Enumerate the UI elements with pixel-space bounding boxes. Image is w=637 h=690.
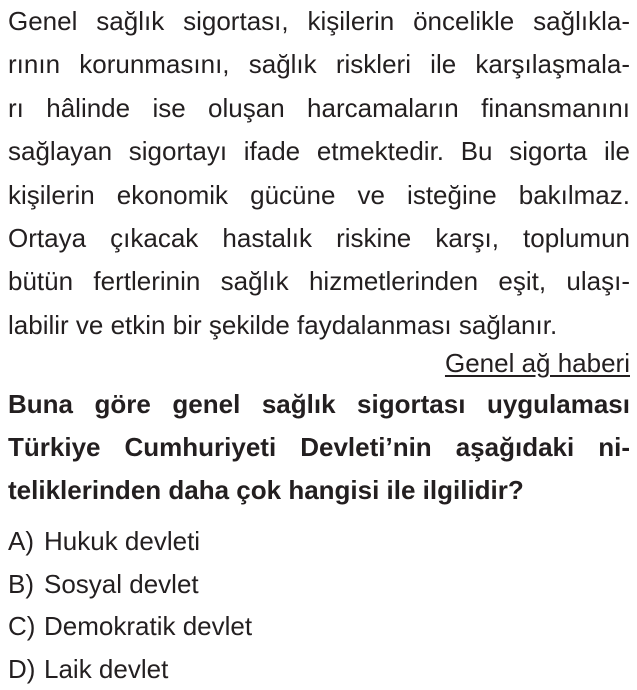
passage-line: rının korunmasını, sağlık riskleri ile karşılaşmala- [8, 49, 630, 80]
passage-line: rı hâlinde ise oluşan harcamaların finansmanını [8, 92, 630, 123]
option-d[interactable] [8, 648, 630, 690]
option-a[interactable] [8, 520, 630, 563]
option-text: Demokratik devlet [44, 611, 253, 642]
option-text: Hukuk devleti [44, 526, 201, 557]
question-stem [8, 383, 630, 512]
question-block [8, 0, 630, 690]
passage-line: kişilerin ekonomik gücüne ve isteğine bakılmaz. [8, 179, 630, 210]
option-c[interactable] [8, 605, 630, 648]
option-letter: A) [8, 526, 34, 557]
option-text: Laik devlet [44, 653, 169, 684]
passage-line: labilir ve etkin bir şekilde faydalanması sağlanır. [8, 309, 558, 340]
option-letter: C) [8, 611, 36, 642]
answer-options [8, 520, 630, 690]
passage-line: Ortaya çıkacak hastalık riskine karşı, toplumun [8, 222, 630, 253]
stem-line: Türkiye Cumhuriyeti Devleti’nin aşağıdaki ni- [8, 432, 630, 463]
option-letter: B) [8, 568, 34, 599]
stem-line: Buna göre genel sağlık sigortası uygulaması [8, 389, 630, 420]
stem-line: teliklerinden daha çok hangisi ile ilgilidir? [8, 475, 524, 506]
passage-line: bütün fertlerinin sağlık hizmetlerinden eşit, ulaşı- [8, 266, 630, 297]
source-citation [8, 343, 630, 383]
option-b[interactable] [8, 563, 630, 606]
passage-line: sağlayan sigortayı ifade etmektedir. Bu sigorta ile [8, 136, 630, 167]
option-letter: D) [8, 653, 36, 684]
option-text: Sosyal devlet [44, 568, 199, 599]
passage-text [8, 0, 630, 347]
source-text: Genel ağ haberi [444, 348, 630, 379]
passage-line: Genel sağlık sigortası, kişilerin öncelikle sağlıkla- [8, 6, 630, 36]
